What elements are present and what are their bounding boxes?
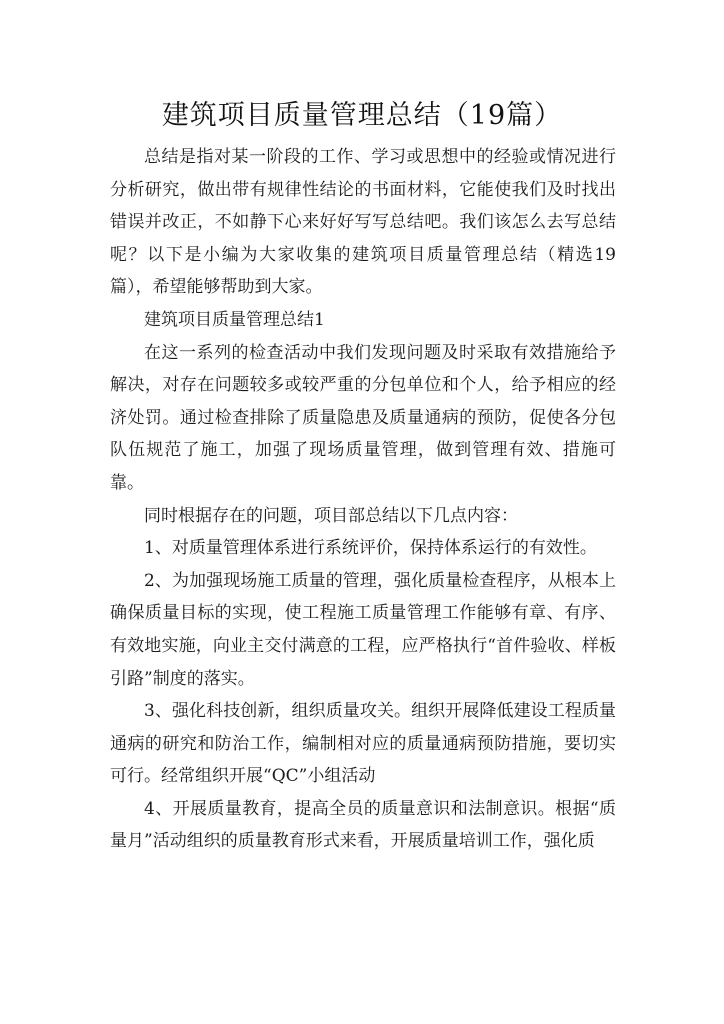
body-paragraph: 在这一系列的检查活动中我们发现问题及时采取有效措施给予解决，对存在问题较多或较严重的分包单位和个人，给予相应的经济处罚。通过检查排除了质量隐患及质量通病的预防，促使各分包队伍规范了施工，加强了现场质量管理，做到管理有效、措施可靠。 [110, 342, 616, 493]
list-item: 3、强化科技创新，组织质量攻关。组织开展降低建设工程质量通病的研究和防治工作，编制相对应的质量通病预防措施，要切实可行。经常组织开展“QC”小组活动 [110, 701, 616, 787]
section-heading: 建筑项目质量管理总结1 [144, 309, 325, 330]
list-item: 2、为加强现场施工质量的管理，强化质量检查程序，从根本上确保质量目标的实现，使工程施工质量管理工作能够有章、有序、有效地实施，向业主交付满意的工程，应严格执行“首件验收、样板引路”制度的落实。 [110, 570, 616, 689]
document-body [110, 141, 616, 858]
list-item: 4、开展质量教育，提高全员的质量意识和法制意识。根据“质量月”活动组织的质量教育形式来看，开展质量培训工作，强化质 [110, 798, 616, 852]
body-paragraph: 同时根据存在的问题，项目部总结以下几点内容： [144, 505, 518, 526]
document-title: 建筑项目质量管理总结（19篇） [161, 100, 563, 131]
list-item: 1、对质量管理体系进行系统评价，保持体系运行的有效性。 [144, 538, 597, 559]
intro-paragraph: 总结是指对某一阶段的工作、学习或思想中的经验或情况进行分析研究，做出带有规律性结论的书面材料，它能使我们及时找出错误并改正，不如静下心来好好写写总结吧。我们该怎么去写总结呢？以下是小编为大家收集的建筑项目质量管理总结（精选19篇），希望能够帮助到大家。 [110, 147, 616, 298]
